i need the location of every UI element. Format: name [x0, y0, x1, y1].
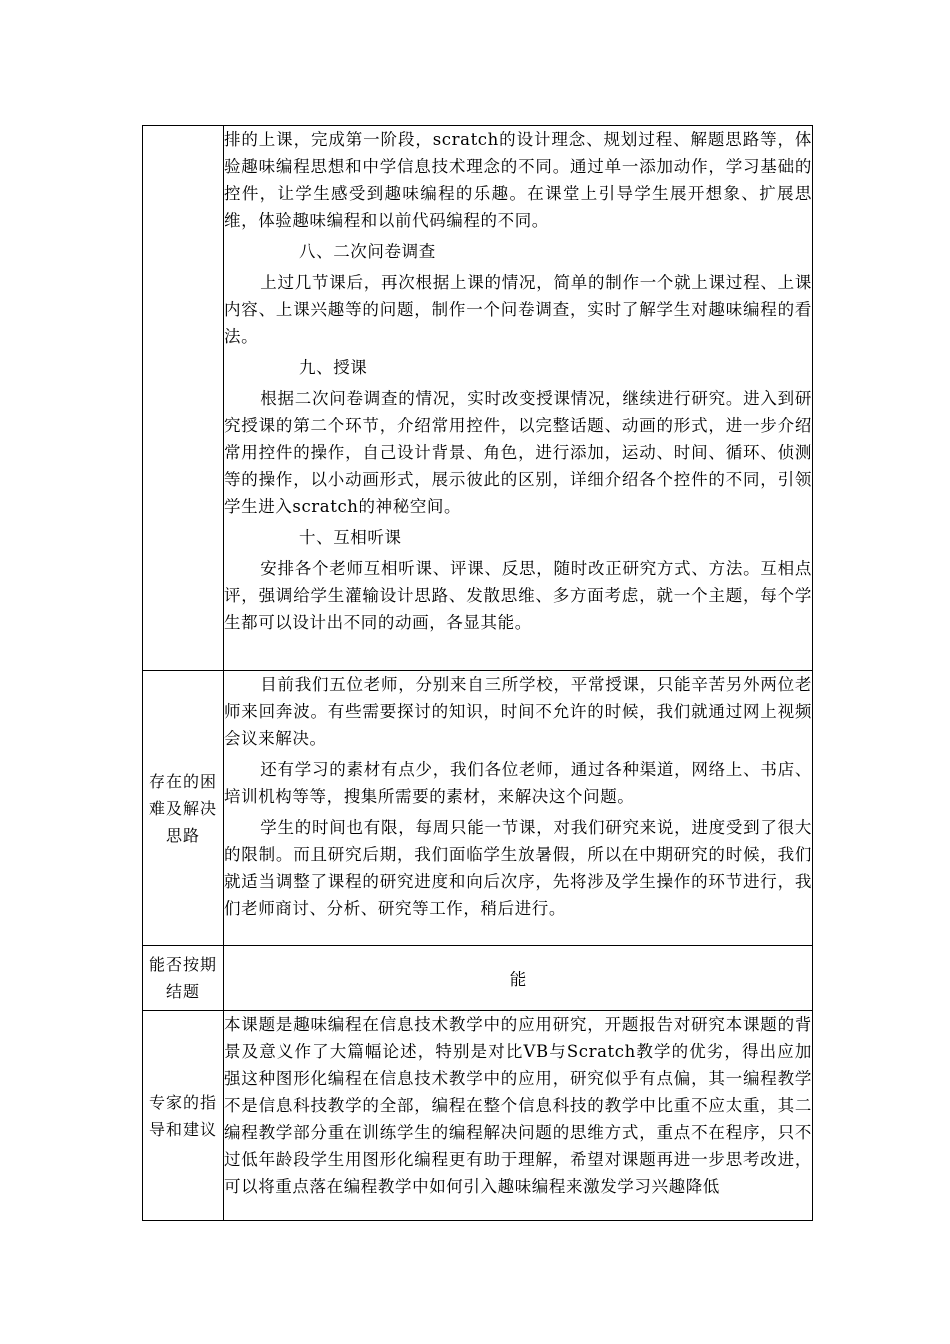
paragraph: 上过几节课后，再次根据上课的情况，简单的制作一个就上课过程、上课内容、上课兴趣等的问题，制作一个问卷调查，实时了解学生对趣味编程的看法。	[224, 273, 812, 346]
paragraph: 目前我们五位老师，分别来自三所学校，平常授课，只能辛苦另外两位老师来回奔波。有些需要探讨的知识，时间不允许的时候，我们就通过网上视频会议来解决。	[224, 675, 812, 748]
row-label-on-time: 能否按期结题	[143, 946, 224, 1011]
row-label-difficulties: 存在的困难及解决思路	[143, 671, 224, 946]
table-row	[143, 946, 813, 1011]
paragraph: 根据二次问卷调查的情况，实时改变授课情况，继续进行研究。进入到研究授课的第二个环节，介绍常用控件，以完整话题、动画的形式，进一步介绍常用控件的操作，自己设计背景、角色，进行添加，运动、时间、循环、侦测等的操作，以小动画形式，展示彼此的区别，详细介绍各个控件的不同，引领学生进入scratch的神秘空间。	[224, 389, 812, 516]
paragraph: 安排各个老师互相听课、评课、反思，随时改正研究方式、方法。互相点评，强调给学生灌输设计思路、发散思维、多方面考虑，就一个主题，每个学生都可以设计出不同的动画，各显其能。	[224, 559, 812, 632]
content-cell	[224, 671, 813, 946]
report-table	[142, 125, 813, 1221]
paragraph: 学生的时间也有限，每周只能一节课，对我们研究来说，进度受到了很大的限制。而且研究后期，我们面临学生放暑假，所以在中期研究的时候，我们就适当调整了课程的研究进度和向后次序，先将涉及学生操作的环节进行，我们老师商讨、分析、研究等工作，稍后进行。	[224, 818, 812, 918]
table-row	[143, 671, 813, 946]
table-row	[143, 1011, 813, 1221]
paragraph: 本课题是趣味编程在信息技术教学中的应用研究，开题报告对研究本课题的背景及意义作了大篇幅论述，特别是对比VB与Scratch教学的优劣，得出应加强这种图形化编程在信息技术教学中的应用，研究似乎有点偏，其一编程教学不是信息科技教学的全部，编程在整个信息科技的教学中比重不应太重，其二编程教学部分重在训练学生的编程解决问题的思维方式，重点不在程序，只不过低年龄段学生用图形化编程更有助于理解，希望对课题再进一步思考改进，可以将重点落在编程教学中如何引入趣味编程来激发学习兴趣降低	[224, 1015, 812, 1196]
paragraph: 排的上课，完成第一阶段，scratch的设计理念、规划过程、解题思路等，体验趣味编程思想和中学信息技术理念的不同。通过单一添加动作，学习基础的控件，让学生感受到趣味编程的乐趣。在课堂上引导学生展开想象、扩展思维，体验趣味编程和以前代码编程的不同。	[224, 130, 812, 230]
content-cell	[224, 126, 813, 671]
row-label-expert-advice: 专家的指导和建议	[143, 1011, 224, 1221]
section-heading: 八、二次问卷调查	[299, 242, 436, 261]
section-heading: 十、互相听课	[299, 528, 402, 547]
table-row	[143, 126, 813, 671]
section-heading: 九、授课	[299, 358, 368, 377]
content-cell	[224, 1011, 813, 1221]
on-time-answer: 能	[224, 946, 813, 1011]
row-label-empty	[143, 126, 224, 671]
paragraph: 还有学习的素材有点少，我们各位老师，通过各种渠道，网络上、书店、培训机构等等，搜集所需要的素材，来解决这个问题。	[224, 760, 812, 806]
